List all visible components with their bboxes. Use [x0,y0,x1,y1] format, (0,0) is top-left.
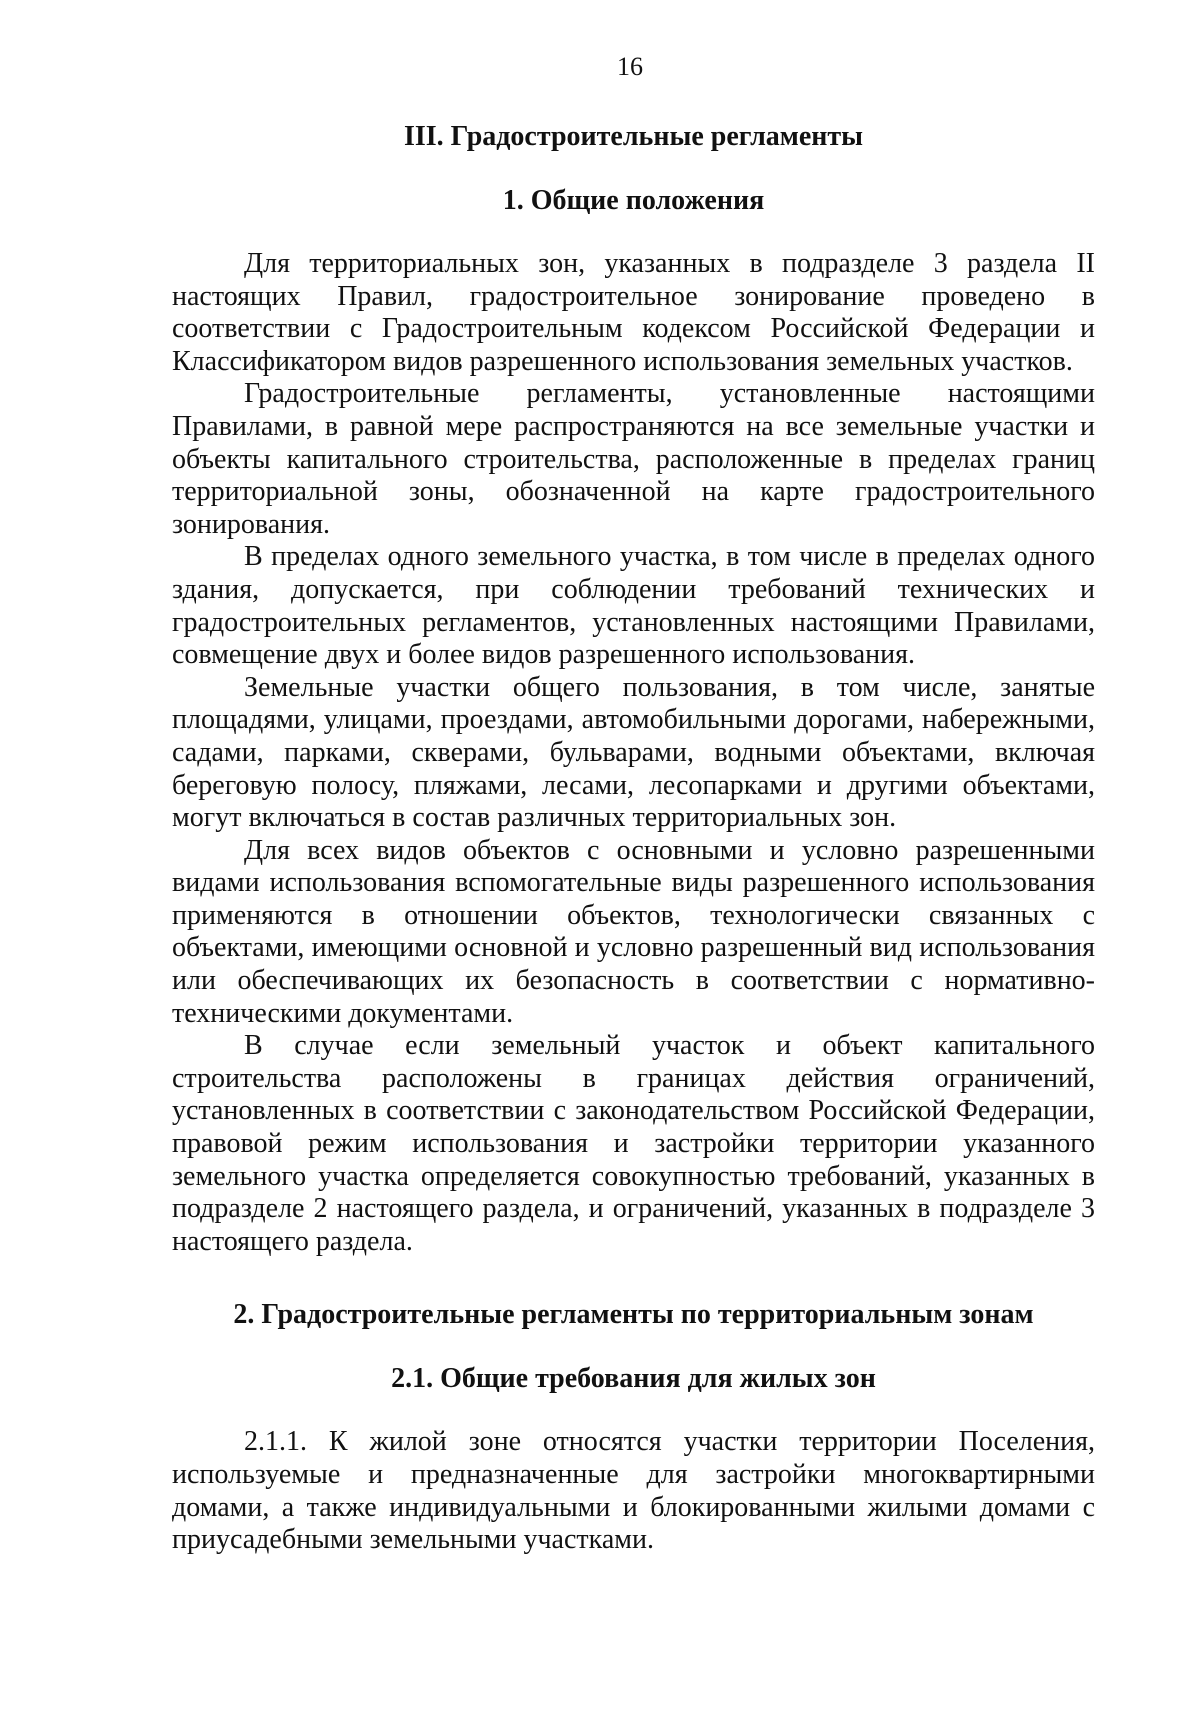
subsection-title-residential: 2.1. Общие требования для жилых зон [391,1363,876,1395]
page-number: 16 [617,52,643,81]
section-title: III. Градостроительные регламенты [403,121,864,152]
subsection-title-zones: 2. Градостроительные регламенты по территориальным зонам [233,1299,1034,1331]
paragraph: Градостроительные регламенты, установленные настоящими Правилами, в равной мере распространяются на все земельные участки и объекты капитального строительства, расположенные в пределах границ территориальной зоны, обозначенной на карте градостроительного зонирования. [172,378,1095,540]
paragraph: Для территориальных зон, указанных в подразделе 3 раздела II настоящих Правил, градостроительное зонирование проведено в соответствии с Градостроительным кодексом Российской Федерации и Классификатором видов разрешенного использования земельных участков. [172,248,1095,377]
paragraph: 2.1.1. К жилой зоне относятся участки территории Поселения, используемые и предназначенные для застройки многоквартирными домами, а также индивидуальными и блокированными жилыми домами с приусадебными земельными участками. [172,1426,1095,1556]
document-body [172,112,1095,1557]
paragraph: В пределах одного земельного участка, в том числе в пределах одного здания, допускается, при соблюдении требований технических и градостроительных регламентов, установленных настоящими Правилами, совмещение двух и более видов разрешенного использования. [172,541,1095,671]
paragraph: В случае если земельный участок и объект капитального строительства расположены в границах действия ограничений, установленных в соответствии с законодательством Российской Федерации, правовой режим использования и застройки территории указанного земельного участка определяется совокупностью требований, указанных в подразделе 2 настоящего раздела, и ограничений, указанных в подразделе 3 настоящего раздела. [172,1030,1095,1257]
paragraph: Для всех видов объектов с основными и условно разрешенными видами использования вспомогательные виды разрешенного использования применяются в отношении объектов, технологически связанных с объектами, имеющими основной и условно разрешенный вид использования или обеспечивающих их безопасность в соответствии с нормативно-техническими документами. [172,834,1095,1029]
paragraph: Земельные участки общего пользования, в том числе, занятые площадями, улицами, проездами, автомобильными дорогами, набережными, садами, парками, скверами, бульварами, водными объектами, включая береговую полосу, пляжами, лесами, лесопарками и другими объектами, могут включаться в состав различных территориальных зон. [172,671,1095,834]
subsection-title-general: 1. Общие положения [502,185,765,216]
